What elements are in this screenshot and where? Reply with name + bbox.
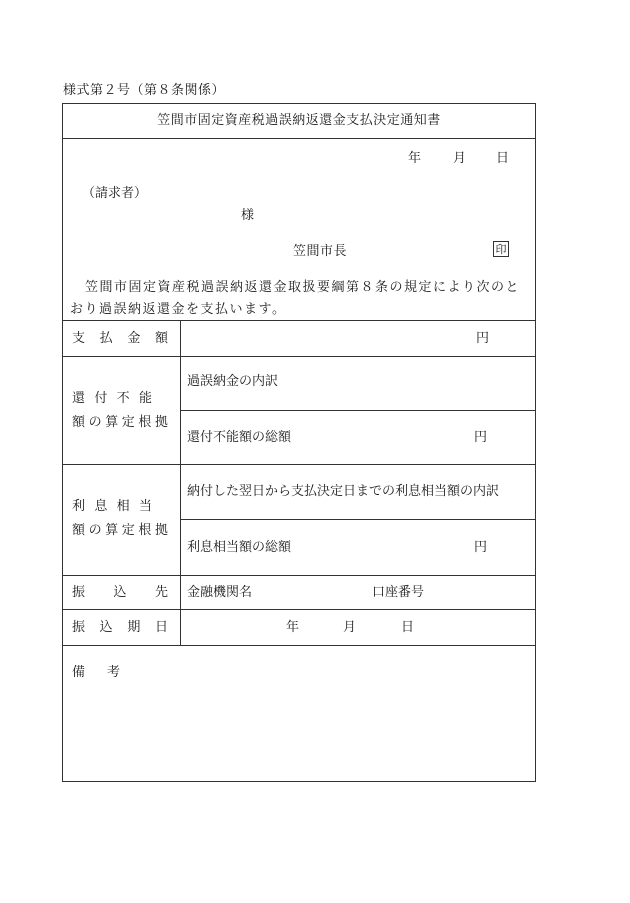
non-refund-total-label: 還付不能額の総額 xyxy=(187,430,292,445)
issuer-name: 笠間市長 xyxy=(293,244,348,259)
divider xyxy=(180,519,536,520)
notice-form-frame xyxy=(62,103,536,782)
label-char: 算 xyxy=(105,523,119,538)
interest-total-label: 利息相当額の総額 xyxy=(187,540,292,555)
label-char: 期 xyxy=(127,620,141,635)
divider xyxy=(62,356,536,357)
label-char: 還 xyxy=(72,391,86,406)
transfer-date-day: 日 xyxy=(401,620,415,635)
label-char: 不 xyxy=(116,391,130,406)
label-char: 利 xyxy=(72,499,86,514)
date-day-label: 日 xyxy=(496,151,510,166)
label-char: 根 xyxy=(138,415,152,430)
label-char: 算 xyxy=(105,415,119,430)
label-char: 金 xyxy=(127,331,141,346)
body-paragraph: 笠間市固定資産税過誤納返還金取扱要綱第８条の規定により次のとおり過誤納返還金を支払います。 xyxy=(70,280,521,317)
label-char: 息 xyxy=(94,499,108,514)
payment-amount-unit: 円 xyxy=(476,331,490,346)
divider xyxy=(62,645,536,646)
divider xyxy=(62,609,536,610)
label-char: 額 xyxy=(154,331,168,346)
label-char: 払 xyxy=(99,331,113,346)
label-char: 額 xyxy=(72,415,86,430)
divider xyxy=(62,575,536,576)
non-refund-label-line2 xyxy=(72,415,168,431)
label-char: 付 xyxy=(94,391,108,406)
label-char: 拠 xyxy=(154,415,168,430)
account-number-label: 口座番号 xyxy=(372,585,425,600)
label-char: 相 xyxy=(116,499,130,514)
non-refund-total-unit: 円 xyxy=(474,430,488,445)
label-char: 支 xyxy=(72,331,86,346)
bank-name-label: 金融機関名 xyxy=(187,585,253,600)
label-char: 額 xyxy=(72,523,86,538)
payment-amount-label xyxy=(72,331,168,347)
label-char: 当 xyxy=(138,499,152,514)
transfer-date-label xyxy=(72,620,168,636)
honorific-sama: 様 xyxy=(241,208,255,223)
label-char: 込 xyxy=(113,585,127,600)
divider xyxy=(180,410,536,411)
non-refund-label-line1 xyxy=(72,391,152,407)
non-refund-detail-label: 過誤納金の内訳 xyxy=(187,374,279,389)
label-char: 振 xyxy=(72,585,86,600)
interest-total-unit: 円 xyxy=(474,540,488,555)
transfer-date-month: 月 xyxy=(343,620,357,635)
divider xyxy=(62,138,536,139)
transfer-date-year: 年 xyxy=(286,620,300,635)
form-number-label: 様式第２号（第８条関係） xyxy=(63,83,226,98)
claimant-label: （請求者） xyxy=(82,186,148,201)
transfer-to-label xyxy=(72,585,168,601)
label-char: 先 xyxy=(154,585,168,600)
label-char: 振 xyxy=(72,620,86,635)
document-title: 笠間市固定資産税過誤納返還金支払決定通知書 xyxy=(157,113,441,128)
column-divider xyxy=(180,320,181,645)
seal-icon: 印 xyxy=(493,241,509,257)
label-char: 考 xyxy=(106,665,120,680)
label-char: 能 xyxy=(138,391,152,406)
remarks-label xyxy=(72,665,120,681)
divider xyxy=(62,464,536,465)
label-char: 定 xyxy=(121,523,135,538)
interest-label-line2 xyxy=(72,523,168,539)
interest-label-line1 xyxy=(72,499,152,515)
label-char: 込 xyxy=(99,620,113,635)
label-char: 根 xyxy=(138,523,152,538)
date-month-label: 月 xyxy=(453,151,467,166)
interest-detail-label: 納付した翌日から支払決定日までの利息相当額の内訳 xyxy=(187,484,500,499)
label-char: 日 xyxy=(154,620,168,635)
label-char: 備 xyxy=(72,665,86,680)
label-char: 拠 xyxy=(154,523,168,538)
label-char: の xyxy=(88,415,102,430)
label-char: 定 xyxy=(121,415,135,430)
label-char: の xyxy=(88,523,102,538)
date-year-label: 年 xyxy=(408,151,422,166)
